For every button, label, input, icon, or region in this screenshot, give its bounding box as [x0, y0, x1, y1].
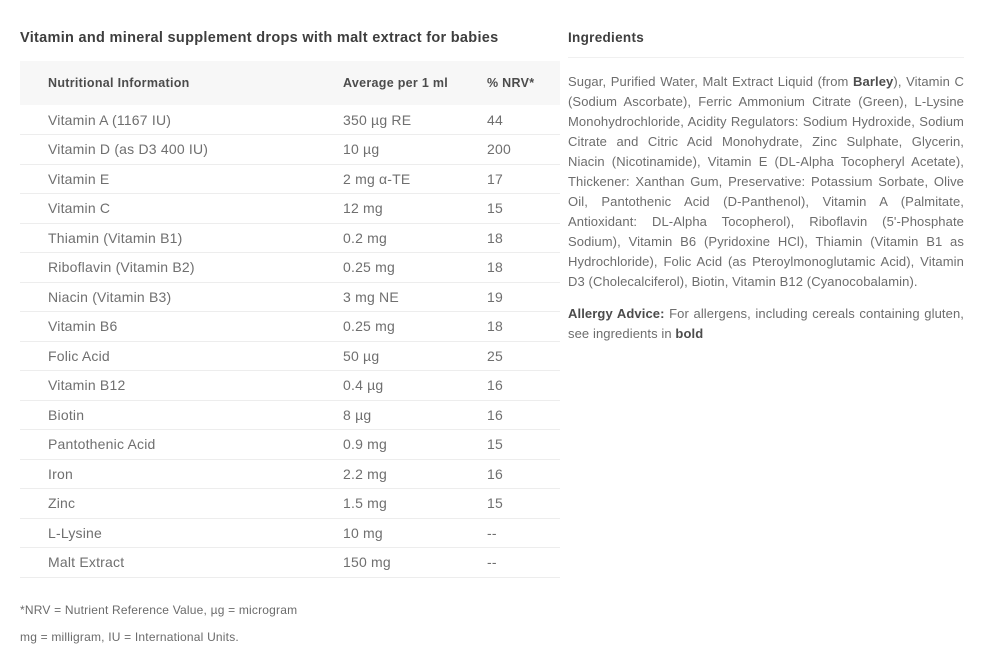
table-row — [20, 489, 560, 519]
table-row — [20, 164, 560, 194]
cell-nutrient: Biotin — [48, 406, 85, 423]
header-nutritional-information: Nutritional Information — [48, 76, 190, 90]
table-row — [20, 341, 560, 371]
bold-text-run: bold — [675, 326, 704, 341]
cell-nutrient: Malt Extract — [48, 554, 125, 571]
table-row — [20, 105, 560, 135]
cell-nutrient: Pantothenic Acid — [48, 436, 156, 453]
table-row — [20, 430, 560, 460]
cell-nrv: 17 — [487, 170, 503, 187]
cell-nutrient: Vitamin E — [48, 170, 110, 187]
table-row — [20, 371, 560, 401]
cell-amount: 10 mg — [343, 524, 383, 541]
table-row — [20, 223, 560, 253]
page-title: Vitamin and mineral supplement drops with malt extract for babies — [20, 30, 499, 46]
cell-nutrient: Vitamin C — [48, 200, 111, 217]
ingredients-text — [568, 72, 964, 292]
allergy-advice-text — [568, 304, 964, 344]
header-percent-nrv: % NRV* — [487, 76, 535, 90]
cell-nutrient: Niacin (Vitamin B3) — [48, 288, 172, 305]
cell-nutrient: Folic Acid — [48, 347, 110, 364]
cell-amount: 3 mg NE — [343, 288, 399, 305]
table-row — [20, 253, 560, 283]
footnote-units: mg = milligram, IU = International Units. — [20, 629, 239, 644]
cell-nrv: 25 — [487, 347, 503, 364]
cell-nutrient: Vitamin A (1167 IU) — [48, 111, 172, 128]
cell-amount: 350 µg RE — [343, 111, 412, 128]
table-row — [20, 400, 560, 430]
table-row — [20, 548, 560, 578]
cell-nrv: -- — [487, 554, 497, 571]
bold-text-run: Allergy Advice: — [568, 306, 665, 321]
cell-nrv: 44 — [487, 111, 503, 128]
ingredients-title: Ingredients — [568, 30, 645, 45]
cell-nutrient: Iron — [48, 465, 73, 482]
cell-nutrient: Vitamin B12 — [48, 377, 126, 394]
cell-nrv: 16 — [487, 377, 503, 394]
table-row — [20, 135, 560, 165]
cell-amount: 1.5 mg — [343, 495, 387, 512]
cell-nutrient: Riboflavin (Vitamin B2) — [48, 259, 195, 276]
cell-amount: 12 mg — [343, 200, 383, 217]
text-run: Sugar, Purified Water, Malt Extract Liquid (from — [568, 74, 854, 89]
footnote-nrv: *NRV = Nutrient Reference Value, µg = microgram — [20, 602, 298, 617]
cell-nrv: 16 — [487, 465, 503, 482]
text-run: For allergens, including cereals containing gluten, see ingredients in — [568, 306, 964, 341]
table-header-row — [20, 61, 560, 105]
cell-nrv: 15 — [487, 200, 503, 217]
cell-nrv: 18 — [487, 259, 503, 276]
table-row — [20, 459, 560, 489]
table-row — [20, 312, 560, 342]
header-average-per-1ml: Average per 1 ml — [343, 76, 449, 90]
nutrition-panel — [20, 30, 560, 644]
cell-amount: 0.2 mg — [343, 229, 387, 246]
cell-amount: 150 mg — [343, 554, 391, 571]
cell-nutrient: Thiamin (Vitamin B1) — [48, 229, 183, 246]
cell-nrv: 18 — [487, 318, 503, 335]
ingredients-panel — [568, 30, 964, 344]
cell-nutrient: Vitamin B6 — [48, 318, 118, 335]
cell-nrv: 19 — [487, 288, 503, 305]
cell-nrv: -- — [487, 524, 497, 541]
cell-amount: 0.4 µg — [343, 377, 384, 394]
table-row — [20, 194, 560, 224]
cell-nutrient: L-Lysine — [48, 524, 102, 541]
cell-amount: 10 µg — [343, 141, 380, 158]
cell-nrv: 15 — [487, 495, 503, 512]
cell-amount: 2 mg α-TE — [343, 170, 411, 187]
table-row — [20, 282, 560, 312]
cell-nrv: 200 — [487, 141, 511, 158]
table-footnotes — [20, 603, 560, 644]
cell-amount: 0.25 mg — [343, 259, 395, 276]
bold-text-run: Barley — [853, 74, 894, 89]
cell-amount: 8 µg — [343, 406, 372, 423]
cell-amount: 2.2 mg — [343, 465, 387, 482]
cell-nrv: 15 — [487, 436, 503, 453]
cell-nutrient: Vitamin D (as D3 400 IU) — [48, 141, 209, 158]
cell-amount: 0.25 mg — [343, 318, 395, 335]
cell-amount: 50 µg — [343, 347, 380, 364]
cell-nrv: 16 — [487, 406, 503, 423]
table-row — [20, 518, 560, 548]
text-run: ), Vitamin C (Sodium Ascorbate), Ferric Ammonium Citrate (Green), L-Lysine Monohydrochloride, Acidity Regulators: Sodium Hydroxide, Sodium Citrate and Citric Acid Monohydrate, Zinc Sulphate, Glycerin, Niacin (Nicotinamide), Vitamin E (DL-Alpha Tocopheryl Acetate), Thickener: Xanthan Gum, Preservative: Potassium Sorbate, Olive Oil, Pantothenic Acid (D-Panthenol), Vitamin A (Palmitate, Antioxidant: DL-Alpha Tocopherol), Riboflavin (5'-Phosphate Sodium), Vitamin B6 (Pyridoxine HCl), Thiamin (Vitamin B1 as Hydrochloride), Folic Acid (as Pteroylmonoglutamic Acid), Vitamin D3 (Cholecalciferol), Biotin, Vitamin B12 (Cyanocobalamin). — [568, 74, 964, 289]
ingredients-divider — [568, 57, 964, 58]
cell-nutrient: Zinc — [48, 495, 76, 512]
nutrition-table — [20, 61, 560, 578]
cell-amount: 0.9 mg — [343, 436, 387, 453]
cell-nrv: 18 — [487, 229, 503, 246]
